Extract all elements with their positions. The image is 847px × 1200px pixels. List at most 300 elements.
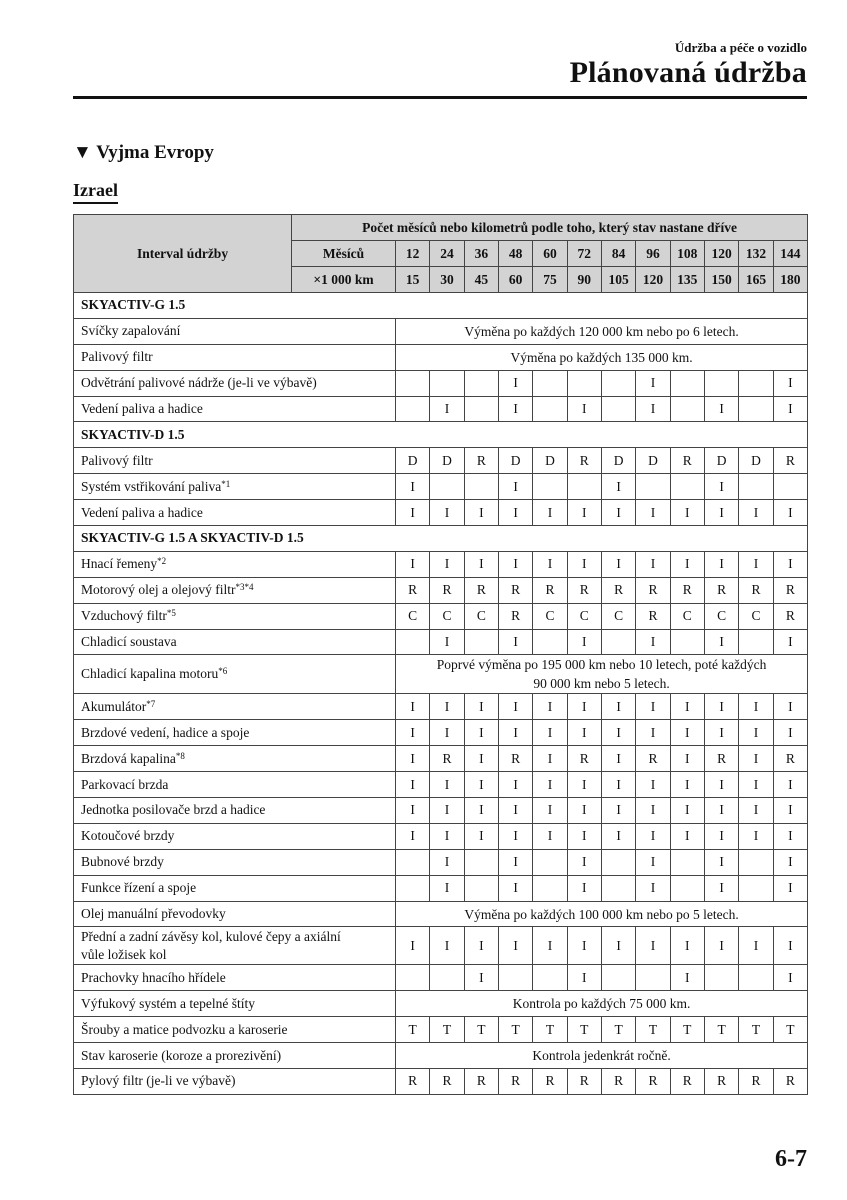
item-label: [74, 318, 396, 344]
interval-note: [396, 344, 808, 370]
item-label-text: Bubnové brzdy: [81, 854, 164, 870]
table-row: [74, 551, 808, 577]
footnote-marker: *2: [157, 556, 167, 567]
table-row: [74, 823, 808, 849]
schedule-cell: I: [773, 500, 808, 526]
schedule-cell: [567, 474, 601, 500]
schedule-cell: T: [430, 1017, 464, 1043]
schedule-cell: I: [464, 551, 498, 577]
table-row: [74, 474, 808, 500]
table-row: [74, 1043, 808, 1069]
table-row: [74, 603, 808, 629]
schedule-cell: R: [533, 577, 567, 603]
schedule-cell: I: [636, 823, 670, 849]
km-value: 45: [464, 267, 498, 293]
table-row: [74, 1017, 808, 1043]
schedule-cell: [670, 629, 704, 655]
schedule-cell: R: [636, 746, 670, 772]
schedule-cell: C: [533, 603, 567, 629]
schedule-cell: I: [636, 500, 670, 526]
schedule-cell: I: [567, 500, 601, 526]
schedule-cell: C: [567, 603, 601, 629]
schedule-cell: [430, 474, 464, 500]
item-label-text: Palivový filtr: [81, 452, 153, 468]
schedule-cell: I: [464, 965, 498, 991]
schedule-cell: D: [498, 448, 532, 474]
schedule-cell: I: [670, 772, 704, 798]
schedule-cell: [601, 849, 635, 875]
schedule-cell: R: [704, 1069, 738, 1095]
interval-note-text: Kontrola po každých 75 000 km.: [512, 996, 691, 1012]
schedule-cell: I: [396, 823, 430, 849]
schedule-cell: I: [396, 551, 430, 577]
months-value: 72: [567, 241, 601, 267]
schedule-cell: [739, 629, 773, 655]
item-label-text: Stav karoserie (koroze a prorezivění): [81, 1047, 282, 1063]
schedule-cell: [430, 370, 464, 396]
schedule-cell: I: [396, 474, 430, 500]
schedule-cell: I: [567, 965, 601, 991]
table-row: [74, 927, 808, 965]
schedule-cell: I: [567, 798, 601, 824]
item-label: [74, 603, 396, 629]
item-label-text: Prachovky hnacího hřídele: [81, 969, 226, 985]
schedule-cell: [533, 396, 567, 422]
footnote-marker: *6: [218, 666, 228, 677]
schedule-cell: I: [533, 720, 567, 746]
schedule-cell: [533, 474, 567, 500]
schedule-cell: I: [739, 823, 773, 849]
schedule-cell: I: [704, 772, 738, 798]
item-label-text: Chladicí soustava: [81, 634, 177, 650]
schedule-cell: [601, 629, 635, 655]
schedule-cell: R: [636, 1069, 670, 1095]
item-label: [74, 474, 396, 500]
schedule-cell: [739, 474, 773, 500]
km-value: 90: [567, 267, 601, 293]
km-value: 120: [636, 267, 670, 293]
item-label-text: Vzduchový filtr: [81, 608, 167, 624]
schedule-cell: I: [464, 720, 498, 746]
item-label: [74, 798, 396, 824]
schedule-cell: [396, 629, 430, 655]
schedule-cell: T: [704, 1017, 738, 1043]
schedule-cell: R: [601, 1069, 635, 1095]
schedule-cell: I: [704, 823, 738, 849]
schedule-cell: I: [533, 798, 567, 824]
schedule-cell: [464, 474, 498, 500]
item-label: [74, 396, 396, 422]
schedule-cell: I: [498, 694, 532, 720]
table-row: [74, 991, 808, 1017]
schedule-cell: I: [498, 798, 532, 824]
schedule-cell: I: [739, 746, 773, 772]
table-row: [74, 694, 808, 720]
item-label: [74, 577, 396, 603]
item-label: [74, 1043, 396, 1069]
item-label: [74, 901, 396, 927]
interval-note-text: Kontrola jedenkrát ročně.: [532, 1048, 671, 1064]
schedule-cell: I: [704, 500, 738, 526]
schedule-cell: [567, 370, 601, 396]
schedule-cell: D: [704, 448, 738, 474]
schedule-cell: I: [704, 474, 738, 500]
schedule-cell: I: [464, 772, 498, 798]
months-value: 48: [498, 241, 532, 267]
interval-note-text: Výměna po každých 120 000 km nebo po 6 letech.: [464, 323, 739, 339]
schedule-cell: I: [773, 396, 808, 422]
schedule-cell: I: [498, 396, 532, 422]
schedule-cell: I: [773, 849, 808, 875]
schedule-cell: R: [430, 746, 464, 772]
schedule-cell: I: [739, 551, 773, 577]
schedule-cell: R: [773, 603, 808, 629]
schedule-cell: [396, 875, 430, 901]
schedule-cell: [533, 629, 567, 655]
table-row: [74, 849, 808, 875]
item-label: [74, 823, 396, 849]
schedule-cell: R: [601, 577, 635, 603]
schedule-cell: I: [498, 551, 532, 577]
schedule-cell: I: [670, 694, 704, 720]
schedule-cell: T: [567, 1017, 601, 1043]
schedule-cell: I: [498, 772, 532, 798]
schedule-cell: R: [670, 1069, 704, 1095]
item-label-text: Přední a zadní závěsy kol, kulové čepy a axiální: [81, 928, 341, 944]
schedule-cell: D: [533, 448, 567, 474]
schedule-cell: R: [464, 1069, 498, 1095]
schedule-cell: I: [601, 720, 635, 746]
schedule-cell: I: [704, 849, 738, 875]
months-label: Měsíců: [292, 241, 396, 267]
schedule-cell: R: [773, 448, 808, 474]
item-label: [74, 694, 396, 720]
schedule-cell: I: [396, 694, 430, 720]
schedule-cell: I: [704, 396, 738, 422]
schedule-cell: R: [567, 746, 601, 772]
schedule-cell: I: [773, 772, 808, 798]
schedule-cell: R: [739, 577, 773, 603]
item-label: [74, 344, 396, 370]
schedule-cell: [396, 849, 430, 875]
item-label-text: Pylový filtr (je-li ve výbavě): [81, 1073, 236, 1089]
schedule-cell: R: [670, 577, 704, 603]
item-label: [74, 746, 396, 772]
schedule-cell: T: [464, 1017, 498, 1043]
km-value: 180: [773, 267, 808, 293]
schedule-cell: I: [773, 875, 808, 901]
interval-note: [396, 1043, 808, 1069]
interval-label: Interval údržby: [74, 215, 292, 293]
schedule-cell: D: [739, 448, 773, 474]
schedule-cell: [739, 875, 773, 901]
table-row: [74, 798, 808, 824]
table-row: [74, 655, 808, 694]
schedule-cell: T: [601, 1017, 635, 1043]
item-label-text: Brzdové vedení, hadice a spoje: [81, 724, 250, 740]
interval-note-text: Výměna po každých 135 000 km.: [510, 349, 693, 365]
schedule-cell: I: [498, 474, 532, 500]
interval-note: [396, 655, 808, 694]
km-value: 75: [533, 267, 567, 293]
months-value: 132: [739, 241, 773, 267]
schedule-cell: I: [567, 772, 601, 798]
schedule-cell: I: [704, 629, 738, 655]
schedule-cell: I: [430, 500, 464, 526]
maintenance-schedule-table: [73, 214, 808, 1095]
table-row: [74, 500, 808, 526]
schedule-cell: [533, 849, 567, 875]
item-label-text: Brzdová kapalina: [81, 750, 176, 766]
schedule-cell: I: [670, 720, 704, 746]
schedule-cell: I: [636, 370, 670, 396]
schedule-cell: I: [533, 500, 567, 526]
schedule-cell: I: [498, 927, 532, 965]
interval-note-text-line2: 90 000 km nebo 5 letech.: [533, 676, 670, 692]
schedule-cell: I: [567, 875, 601, 901]
item-label: [74, 1069, 396, 1095]
schedule-cell: I: [567, 629, 601, 655]
schedule-cell: [533, 965, 567, 991]
schedule-cell: I: [567, 396, 601, 422]
schedule-cell: I: [396, 798, 430, 824]
item-label: [74, 1017, 396, 1043]
schedule-cell: C: [464, 603, 498, 629]
table-row: [74, 396, 808, 422]
item-label-text: Systém vstřikování paliva: [81, 478, 222, 494]
schedule-cell: R: [498, 746, 532, 772]
schedule-cell: I: [567, 551, 601, 577]
schedule-cell: I: [636, 798, 670, 824]
item-label: [74, 370, 396, 396]
months-value: 120: [704, 241, 738, 267]
item-label-text: Vedení paliva a hadice: [81, 401, 203, 416]
schedule-cell: [533, 370, 567, 396]
schedule-cell: I: [739, 798, 773, 824]
schedule-cell: R: [636, 603, 670, 629]
km-value: 105: [601, 267, 635, 293]
item-label-text: Vedení paliva a hadice: [81, 504, 203, 520]
footnote-marker: *5: [166, 608, 176, 619]
schedule-cell: [704, 370, 738, 396]
schedule-cell: I: [533, 746, 567, 772]
item-label-text: Kotoučové brzdy: [81, 828, 175, 844]
schedule-cell: I: [533, 551, 567, 577]
schedule-cell: I: [396, 746, 430, 772]
schedule-cell: I: [670, 500, 704, 526]
item-label-text: Parkovací brzda: [81, 776, 169, 792]
schedule-cell: I: [430, 720, 464, 746]
schedule-cell: [601, 875, 635, 901]
schedule-cell: I: [464, 694, 498, 720]
item-label: [74, 655, 396, 694]
km-value: 15: [396, 267, 430, 293]
schedule-cell: I: [773, 798, 808, 824]
schedule-cell: I: [739, 927, 773, 965]
subsection-heading: Izrael: [73, 180, 118, 204]
schedule-cell: I: [430, 875, 464, 901]
table-row: [74, 629, 808, 655]
schedule-cell: C: [670, 603, 704, 629]
schedule-cell: [464, 370, 498, 396]
schedule-cell: [739, 396, 773, 422]
page-number: 6-7: [775, 1146, 807, 1172]
schedule-cell: D: [601, 448, 635, 474]
schedule-cell: [739, 370, 773, 396]
schedule-cell: I: [636, 720, 670, 746]
table-row: [74, 370, 808, 396]
item-label-text: Výfukový systém a tepelné štíty: [81, 995, 255, 1011]
schedule-cell: I: [601, 798, 635, 824]
schedule-cell: [464, 875, 498, 901]
schedule-cell: I: [464, 798, 498, 824]
schedule-cell: I: [601, 746, 635, 772]
schedule-cell: T: [773, 1017, 808, 1043]
schedule-cell: R: [567, 448, 601, 474]
schedule-cell: I: [533, 772, 567, 798]
schedule-cell: R: [773, 577, 808, 603]
item-label: [74, 500, 396, 526]
schedule-cell: I: [533, 694, 567, 720]
table-row: [74, 318, 808, 344]
schedule-cell: I: [739, 772, 773, 798]
months-value: 144: [773, 241, 808, 267]
schedule-cell: I: [430, 823, 464, 849]
schedule-cell: C: [396, 603, 430, 629]
schedule-cell: R: [567, 1069, 601, 1095]
schedule-cell: I: [670, 965, 704, 991]
schedule-cell: R: [773, 746, 808, 772]
item-label: [74, 448, 396, 474]
table-row: [74, 772, 808, 798]
schedule-cell: I: [533, 823, 567, 849]
km-value: 60: [498, 267, 532, 293]
schedule-cell: I: [704, 927, 738, 965]
months-value: 12: [396, 241, 430, 267]
item-label-text: Olej manuální převodovky: [81, 906, 226, 922]
schedule-cell: I: [704, 551, 738, 577]
schedule-cell: [670, 474, 704, 500]
group-label: SKYACTIV-G 1.5 A SKYACTIV-D 1.5: [74, 526, 808, 552]
schedule-cell: [464, 629, 498, 655]
title-rule: [73, 96, 807, 99]
months-value: 84: [601, 241, 635, 267]
schedule-cell: I: [498, 849, 532, 875]
schedule-cell: I: [636, 551, 670, 577]
schedule-cell: I: [704, 694, 738, 720]
group-row: [74, 526, 808, 552]
schedule-cell: C: [739, 603, 773, 629]
schedule-cell: R: [533, 1069, 567, 1095]
schedule-cell: [773, 474, 808, 500]
schedule-cell: R: [636, 577, 670, 603]
footnote-marker: *8: [175, 750, 185, 761]
schedule-cell: [430, 965, 464, 991]
schedule-cell: I: [498, 875, 532, 901]
schedule-cell: C: [601, 603, 635, 629]
schedule-cell: [533, 875, 567, 901]
group-label: SKYACTIV-G 1.5: [74, 293, 808, 319]
schedule-cell: [396, 370, 430, 396]
item-label: [74, 875, 396, 901]
period-header: Počet měsíců nebo kilometrů podle toho, který stav nastane dříve: [292, 215, 808, 241]
table-row: [74, 875, 808, 901]
months-value: 24: [430, 241, 464, 267]
schedule-cell: [704, 965, 738, 991]
schedule-cell: I: [498, 629, 532, 655]
schedule-cell: R: [430, 577, 464, 603]
schedule-cell: I: [430, 927, 464, 965]
chapter-header: Údržba a péče o vozidlo: [674, 40, 807, 55]
schedule-cell: I: [464, 927, 498, 965]
km-value: 150: [704, 267, 738, 293]
km-value: 135: [670, 267, 704, 293]
schedule-cell: C: [430, 603, 464, 629]
schedule-cell: I: [773, 965, 808, 991]
item-label-text: Hnací řemeny: [81, 556, 158, 572]
schedule-cell: I: [773, 370, 808, 396]
schedule-cell: [636, 474, 670, 500]
schedule-cell: I: [739, 694, 773, 720]
schedule-cell: I: [498, 720, 532, 746]
item-label: [74, 720, 396, 746]
schedule-cell: T: [498, 1017, 532, 1043]
schedule-cell: I: [704, 798, 738, 824]
schedule-cell: I: [636, 875, 670, 901]
months-value: 36: [464, 241, 498, 267]
km-label: ×1 000 km: [292, 267, 396, 293]
schedule-cell: [670, 875, 704, 901]
schedule-cell: T: [670, 1017, 704, 1043]
interval-note: [396, 901, 808, 927]
table-header: [74, 215, 808, 293]
schedule-cell: I: [567, 823, 601, 849]
schedule-cell: I: [670, 823, 704, 849]
table-row: [74, 344, 808, 370]
schedule-cell: I: [670, 798, 704, 824]
schedule-cell: I: [567, 849, 601, 875]
item-label-text: Odvětrání palivové nádrže (je-li ve výbavě): [81, 375, 317, 391]
km-value: 30: [430, 267, 464, 293]
item-label-text: Šrouby a matice podvozku a karoserie: [81, 1021, 288, 1037]
schedule-cell: [464, 396, 498, 422]
item-label-text: Svíčky zapalování: [81, 323, 181, 339]
schedule-cell: I: [430, 629, 464, 655]
schedule-cell: I: [670, 927, 704, 965]
schedule-cell: I: [636, 694, 670, 720]
schedule-cell: [670, 396, 704, 422]
item-label-text-line2: vůle ložisek kol: [81, 946, 167, 962]
schedule-cell: I: [773, 629, 808, 655]
schedule-cell: I: [670, 746, 704, 772]
table-row: [74, 746, 808, 772]
schedule-cell: [739, 849, 773, 875]
item-label-text: Chladicí kapalina motoru: [81, 666, 219, 682]
page-title: Plánovaná údržba: [569, 56, 807, 89]
schedule-cell: [670, 849, 704, 875]
schedule-cell: I: [567, 694, 601, 720]
footnote-marker: *1: [221, 478, 231, 489]
interval-note-text: Poprvé výměna po 195 000 km nebo 10 letech, poté každých: [436, 657, 767, 673]
schedule-cell: T: [396, 1017, 430, 1043]
schedule-cell: R: [498, 603, 532, 629]
schedule-cell: I: [636, 849, 670, 875]
schedule-cell: I: [601, 694, 635, 720]
group-row: [74, 422, 808, 448]
group-label: SKYACTIV-D 1.5: [74, 422, 808, 448]
schedule-cell: R: [430, 1069, 464, 1095]
schedule-cell: R: [670, 448, 704, 474]
